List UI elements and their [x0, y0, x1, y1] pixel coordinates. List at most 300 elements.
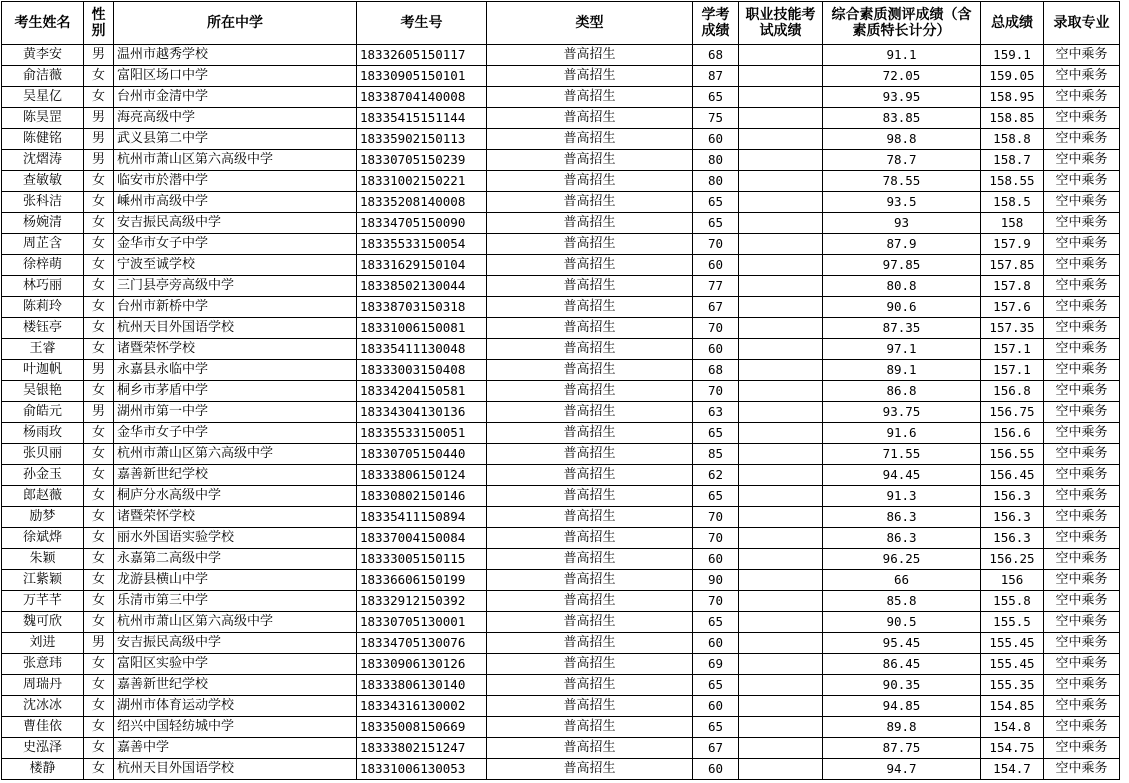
header-gender: 性别: [84, 2, 114, 45]
header-total-score: 总成绩: [981, 2, 1044, 45]
cell-school: 嘉善新世纪学校: [114, 675, 357, 696]
cell-gender: 女: [84, 486, 114, 507]
cell-major: 空中乘务: [1044, 87, 1120, 108]
cell-exam-score: 77: [693, 276, 739, 297]
cell-name: 史泓泽: [2, 738, 84, 759]
cell-gender: 女: [84, 192, 114, 213]
cell-exam-score: 60: [693, 633, 739, 654]
cell-exam-id: 18333802151247: [357, 738, 487, 759]
cell-school: 绍兴中国轻纺城中学: [114, 717, 357, 738]
cell-exam-score: 80: [693, 150, 739, 171]
cell-total-score: 156.75: [981, 402, 1044, 423]
cell-exam-score: 75: [693, 108, 739, 129]
table-row: [2, 465, 1120, 486]
cell-gender: 女: [84, 507, 114, 528]
cell-gender: 男: [84, 45, 114, 66]
cell-school: 安吉振民高级中学: [114, 633, 357, 654]
cell-skill-score: [739, 675, 823, 696]
cell-major: 空中乘务: [1044, 444, 1120, 465]
cell-gender: 女: [84, 465, 114, 486]
cell-exam-score: 87: [693, 66, 739, 87]
cell-exam-id: 18331006130053: [357, 759, 487, 780]
table-row: [2, 633, 1120, 654]
cell-exam-id: 18333005150115: [357, 549, 487, 570]
cell-major: 空中乘务: [1044, 465, 1120, 486]
cell-exam-score: 90: [693, 570, 739, 591]
cell-total-score: 155.8: [981, 591, 1044, 612]
cell-type: 普高招生: [487, 339, 693, 360]
cell-major: 空中乘务: [1044, 129, 1120, 150]
cell-quality-score: 90.35: [823, 675, 981, 696]
cell-type: 普高招生: [487, 444, 693, 465]
cell-skill-score: [739, 45, 823, 66]
cell-exam-score: 65: [693, 612, 739, 633]
cell-type: 普高招生: [487, 360, 693, 381]
cell-name: 沈熠涛: [2, 150, 84, 171]
cell-exam-id: 18332605150117: [357, 45, 487, 66]
cell-school: 永嘉县永临中学: [114, 360, 357, 381]
table-row: [2, 45, 1120, 66]
cell-type: 普高招生: [487, 129, 693, 150]
table-row: [2, 318, 1120, 339]
cell-gender: 女: [84, 612, 114, 633]
table-row: [2, 423, 1120, 444]
cell-exam-score: 70: [693, 507, 739, 528]
table-row: [2, 66, 1120, 87]
cell-school: 乐清市第三中学: [114, 591, 357, 612]
table-row: [2, 507, 1120, 528]
cell-total-score: 158.7: [981, 150, 1044, 171]
cell-name: 刘进: [2, 633, 84, 654]
table-row: [2, 444, 1120, 465]
cell-type: 普高招生: [487, 591, 693, 612]
cell-type: 普高招生: [487, 171, 693, 192]
cell-exam-score: 63: [693, 402, 739, 423]
cell-total-score: 156.45: [981, 465, 1044, 486]
cell-exam-score: 60: [693, 549, 739, 570]
cell-skill-score: [739, 171, 823, 192]
cell-gender: 女: [84, 276, 114, 297]
cell-quality-score: 87.35: [823, 318, 981, 339]
cell-exam-score: 60: [693, 696, 739, 717]
cell-gender: 男: [84, 360, 114, 381]
cell-gender: 女: [84, 738, 114, 759]
table-row: [2, 402, 1120, 423]
cell-type: 普高招生: [487, 423, 693, 444]
cell-major: 空中乘务: [1044, 45, 1120, 66]
cell-exam-score: 60: [693, 129, 739, 150]
cell-type: 普高招生: [487, 570, 693, 591]
cell-skill-score: [739, 465, 823, 486]
cell-exam-id: 18335208140008: [357, 192, 487, 213]
cell-quality-score: 89.8: [823, 717, 981, 738]
table-row: [2, 297, 1120, 318]
cell-total-score: 158.85: [981, 108, 1044, 129]
cell-type: 普高招生: [487, 255, 693, 276]
cell-quality-score: 97.85: [823, 255, 981, 276]
cell-name: 陈昊罡: [2, 108, 84, 129]
cell-total-score: 158.5: [981, 192, 1044, 213]
cell-total-score: 156.8: [981, 381, 1044, 402]
cell-quality-score: 91.6: [823, 423, 981, 444]
cell-name: 张科洁: [2, 192, 84, 213]
cell-type: 普高招生: [487, 675, 693, 696]
cell-exam-id: 18338502130044: [357, 276, 487, 297]
cell-total-score: 156.3: [981, 528, 1044, 549]
cell-name: 陈莉玲: [2, 297, 84, 318]
cell-total-score: 157.85: [981, 255, 1044, 276]
cell-name: 江紫颖: [2, 570, 84, 591]
cell-exam-score: 65: [693, 675, 739, 696]
cell-skill-score: [739, 654, 823, 675]
table-row: [2, 150, 1120, 171]
cell-skill-score: [739, 717, 823, 738]
cell-name: 杨雨玫: [2, 423, 84, 444]
cell-total-score: 158.95: [981, 87, 1044, 108]
cell-gender: 女: [84, 654, 114, 675]
cell-gender: 男: [84, 150, 114, 171]
cell-exam-score: 65: [693, 717, 739, 738]
cell-exam-id: 18331629150104: [357, 255, 487, 276]
cell-major: 空中乘务: [1044, 402, 1120, 423]
cell-name: 林巧丽: [2, 276, 84, 297]
cell-exam-id: 18330905150101: [357, 66, 487, 87]
cell-type: 普高招生: [487, 549, 693, 570]
cell-major: 空中乘务: [1044, 66, 1120, 87]
cell-total-score: 156.25: [981, 549, 1044, 570]
table-row: [2, 738, 1120, 759]
header-type: 类型: [487, 2, 693, 45]
cell-quality-score: 86.45: [823, 654, 981, 675]
cell-skill-score: [739, 402, 823, 423]
cell-exam-id: 18330802150146: [357, 486, 487, 507]
cell-quality-score: 85.8: [823, 591, 981, 612]
cell-skill-score: [739, 423, 823, 444]
cell-type: 普高招生: [487, 381, 693, 402]
cell-exam-id: 18334204150581: [357, 381, 487, 402]
cell-quality-score: 91.3: [823, 486, 981, 507]
cell-gender: 女: [84, 255, 114, 276]
table-body: [2, 45, 1120, 780]
cell-skill-score: [739, 234, 823, 255]
cell-school: 诸暨荣怀学校: [114, 507, 357, 528]
cell-total-score: 155.45: [981, 633, 1044, 654]
cell-school: 湖州市体育运动学校: [114, 696, 357, 717]
cell-type: 普高招生: [487, 717, 693, 738]
cell-skill-score: [739, 444, 823, 465]
cell-school: 富阳区实验中学: [114, 654, 357, 675]
header-exam-id: 考生号: [357, 2, 487, 45]
cell-skill-score: [739, 381, 823, 402]
cell-exam-score: 70: [693, 234, 739, 255]
cell-major: 空中乘务: [1044, 234, 1120, 255]
cell-exam-score: 80: [693, 171, 739, 192]
cell-school: 龙游县横山中学: [114, 570, 357, 591]
cell-name: 吴星亿: [2, 87, 84, 108]
cell-exam-id: 18336606150199: [357, 570, 487, 591]
cell-name: 杨婉清: [2, 213, 84, 234]
table-row: [2, 234, 1120, 255]
cell-type: 普高招生: [487, 402, 693, 423]
cell-school: 永嘉第二高级中学: [114, 549, 357, 570]
cell-quality-score: 83.85: [823, 108, 981, 129]
cell-name: 张意玮: [2, 654, 84, 675]
table-row: [2, 570, 1120, 591]
cell-gender: 女: [84, 318, 114, 339]
cell-major: 空中乘务: [1044, 696, 1120, 717]
cell-exam-score: 68: [693, 45, 739, 66]
cell-total-score: 156.3: [981, 486, 1044, 507]
cell-name: 张贝丽: [2, 444, 84, 465]
table-row: [2, 591, 1120, 612]
cell-total-score: 159.05: [981, 66, 1044, 87]
header-school: 所在中学: [114, 2, 357, 45]
cell-major: 空中乘务: [1044, 612, 1120, 633]
cell-total-score: 156.6: [981, 423, 1044, 444]
cell-type: 普高招生: [487, 507, 693, 528]
cell-name: 黄李安: [2, 45, 84, 66]
cell-major: 空中乘务: [1044, 318, 1120, 339]
cell-skill-score: [739, 129, 823, 150]
cell-gender: 女: [84, 297, 114, 318]
cell-quality-score: 93.75: [823, 402, 981, 423]
cell-exam-score: 69: [693, 654, 739, 675]
cell-gender: 女: [84, 528, 114, 549]
cell-type: 普高招生: [487, 528, 693, 549]
cell-name: 陈健铭: [2, 129, 84, 150]
cell-type: 普高招生: [487, 234, 693, 255]
cell-school: 杭州市萧山区第六高级中学: [114, 444, 357, 465]
cell-school: 杭州市萧山区第六高级中学: [114, 150, 357, 171]
cell-major: 空中乘务: [1044, 297, 1120, 318]
table-row: [2, 192, 1120, 213]
cell-gender: 女: [84, 339, 114, 360]
cell-school: 杭州市萧山区第六高级中学: [114, 612, 357, 633]
cell-exam-id: 18334705150090: [357, 213, 487, 234]
cell-gender: 女: [84, 87, 114, 108]
cell-name: 孙金玉: [2, 465, 84, 486]
cell-quality-score: 95.45: [823, 633, 981, 654]
cell-skill-score: [739, 360, 823, 381]
cell-exam-id: 18334705130076: [357, 633, 487, 654]
cell-exam-id: 18333806130140: [357, 675, 487, 696]
cell-type: 普高招生: [487, 150, 693, 171]
cell-name: 魏可欣: [2, 612, 84, 633]
cell-name: 励梦: [2, 507, 84, 528]
cell-name: 俞洁薇: [2, 66, 84, 87]
cell-total-score: 158.8: [981, 129, 1044, 150]
cell-major: 空中乘务: [1044, 633, 1120, 654]
header-skill-score: 职业技能考试成绩: [739, 2, 823, 45]
cell-skill-score: [739, 192, 823, 213]
cell-gender: 女: [84, 717, 114, 738]
cell-exam-score: 62: [693, 465, 739, 486]
header-major: 录取专业: [1044, 2, 1120, 45]
cell-gender: 男: [84, 108, 114, 129]
table-row: [2, 171, 1120, 192]
cell-type: 普高招生: [487, 633, 693, 654]
cell-type: 普高招生: [487, 486, 693, 507]
cell-school: 金华市女子中学: [114, 423, 357, 444]
cell-school: 台州市金清中学: [114, 87, 357, 108]
table-row: [2, 717, 1120, 738]
cell-total-score: 154.8: [981, 717, 1044, 738]
cell-gender: 女: [84, 696, 114, 717]
cell-name: 周芷含: [2, 234, 84, 255]
cell-school: 丽水外国语实验学校: [114, 528, 357, 549]
cell-exam-score: 65: [693, 192, 739, 213]
cell-skill-score: [739, 549, 823, 570]
cell-exam-score: 70: [693, 318, 739, 339]
cell-quality-score: 93.5: [823, 192, 981, 213]
cell-school: 诸暨荣怀学校: [114, 339, 357, 360]
cell-name: 周瑞丹: [2, 675, 84, 696]
cell-type: 普高招生: [487, 87, 693, 108]
cell-skill-score: [739, 318, 823, 339]
cell-exam-score: 65: [693, 87, 739, 108]
cell-exam-id: 18331002150221: [357, 171, 487, 192]
cell-school: 杭州天目外国语学校: [114, 759, 357, 780]
cell-gender: 女: [84, 423, 114, 444]
cell-exam-score: 60: [693, 759, 739, 780]
cell-exam-score: 65: [693, 213, 739, 234]
cell-type: 普高招生: [487, 318, 693, 339]
cell-total-score: 155.35: [981, 675, 1044, 696]
cell-major: 空中乘务: [1044, 738, 1120, 759]
cell-school: 三门县亭旁高级中学: [114, 276, 357, 297]
cell-skill-score: [739, 633, 823, 654]
cell-exam-id: 18335411130048: [357, 339, 487, 360]
table-row: [2, 759, 1120, 780]
cell-type: 普高招生: [487, 276, 693, 297]
cell-skill-score: [739, 108, 823, 129]
cell-skill-score: [739, 66, 823, 87]
cell-quality-score: 96.25: [823, 549, 981, 570]
cell-exam-score: 68: [693, 360, 739, 381]
cell-quality-score: 89.1: [823, 360, 981, 381]
cell-major: 空中乘务: [1044, 276, 1120, 297]
cell-school: 嘉善中学: [114, 738, 357, 759]
cell-exam-id: 18337004150084: [357, 528, 487, 549]
cell-major: 空中乘务: [1044, 192, 1120, 213]
cell-major: 空中乘务: [1044, 150, 1120, 171]
cell-skill-score: [739, 696, 823, 717]
cell-skill-score: [739, 150, 823, 171]
table-row: [2, 486, 1120, 507]
cell-total-score: 157.9: [981, 234, 1044, 255]
cell-total-score: 157.1: [981, 339, 1044, 360]
table-row: [2, 528, 1120, 549]
cell-name: 叶迦帆: [2, 360, 84, 381]
table-row: [2, 381, 1120, 402]
table-row: [2, 108, 1120, 129]
cell-major: 空中乘务: [1044, 171, 1120, 192]
cell-exam-id: 18335902150113: [357, 129, 487, 150]
cell-school: 宁波至诚学校: [114, 255, 357, 276]
cell-type: 普高招生: [487, 738, 693, 759]
cell-quality-score: 90.5: [823, 612, 981, 633]
cell-total-score: 158: [981, 213, 1044, 234]
cell-major: 空中乘务: [1044, 675, 1120, 696]
admission-table: [1, 1, 1120, 780]
cell-major: 空中乘务: [1044, 255, 1120, 276]
header-name: 考生姓名: [2, 2, 84, 45]
cell-exam-id: 18330906130126: [357, 654, 487, 675]
cell-exam-id: 18338703150318: [357, 297, 487, 318]
cell-type: 普高招生: [487, 108, 693, 129]
cell-school: 嵊州市高级中学: [114, 192, 357, 213]
cell-skill-score: [739, 570, 823, 591]
cell-gender: 女: [84, 213, 114, 234]
cell-type: 普高招生: [487, 759, 693, 780]
cell-skill-score: [739, 759, 823, 780]
cell-name: 万芊芊: [2, 591, 84, 612]
cell-exam-id: 18338704140008: [357, 87, 487, 108]
cell-quality-score: 86.3: [823, 528, 981, 549]
cell-quality-score: 80.8: [823, 276, 981, 297]
cell-type: 普高招生: [487, 465, 693, 486]
cell-school: 湖州市第一中学: [114, 402, 357, 423]
cell-total-score: 154.75: [981, 738, 1044, 759]
cell-major: 空中乘务: [1044, 654, 1120, 675]
cell-name: 查敏敏: [2, 171, 84, 192]
table-row: [2, 675, 1120, 696]
cell-exam-score: 60: [693, 255, 739, 276]
cell-total-score: 158.55: [981, 171, 1044, 192]
cell-name: 楼钰亭: [2, 318, 84, 339]
cell-type: 普高招生: [487, 192, 693, 213]
cell-major: 空中乘务: [1044, 759, 1120, 780]
cell-major: 空中乘务: [1044, 108, 1120, 129]
cell-quality-score: 86.3: [823, 507, 981, 528]
cell-exam-id: 18333806150124: [357, 465, 487, 486]
cell-total-score: 159.1: [981, 45, 1044, 66]
cell-skill-score: [739, 591, 823, 612]
cell-type: 普高招生: [487, 45, 693, 66]
cell-gender: 女: [84, 570, 114, 591]
cell-type: 普高招生: [487, 297, 693, 318]
cell-school: 金华市女子中学: [114, 234, 357, 255]
cell-skill-score: [739, 738, 823, 759]
cell-quality-score: 93.95: [823, 87, 981, 108]
cell-gender: 男: [84, 402, 114, 423]
cell-name: 徐斌烨: [2, 528, 84, 549]
cell-total-score: 154.7: [981, 759, 1044, 780]
cell-exam-score: 65: [693, 486, 739, 507]
cell-quality-score: 94.85: [823, 696, 981, 717]
cell-name: 王睿: [2, 339, 84, 360]
cell-total-score: 157.6: [981, 297, 1044, 318]
table-row: [2, 696, 1120, 717]
cell-name: 吴银艳: [2, 381, 84, 402]
cell-skill-score: [739, 276, 823, 297]
cell-exam-id: 18330705130001: [357, 612, 487, 633]
cell-gender: 女: [84, 549, 114, 570]
cell-name: 徐梓萌: [2, 255, 84, 276]
cell-major: 空中乘务: [1044, 339, 1120, 360]
cell-gender: 女: [84, 675, 114, 696]
cell-exam-id: 18333003150408: [357, 360, 487, 381]
cell-exam-score: 67: [693, 297, 739, 318]
cell-gender: 女: [84, 171, 114, 192]
cell-major: 空中乘务: [1044, 486, 1120, 507]
table-row: [2, 549, 1120, 570]
cell-exam-score: 85: [693, 444, 739, 465]
cell-exam-id: 18332912150392: [357, 591, 487, 612]
cell-quality-score: 97.1: [823, 339, 981, 360]
header-row: [2, 2, 1120, 45]
cell-exam-id: 18335415151144: [357, 108, 487, 129]
